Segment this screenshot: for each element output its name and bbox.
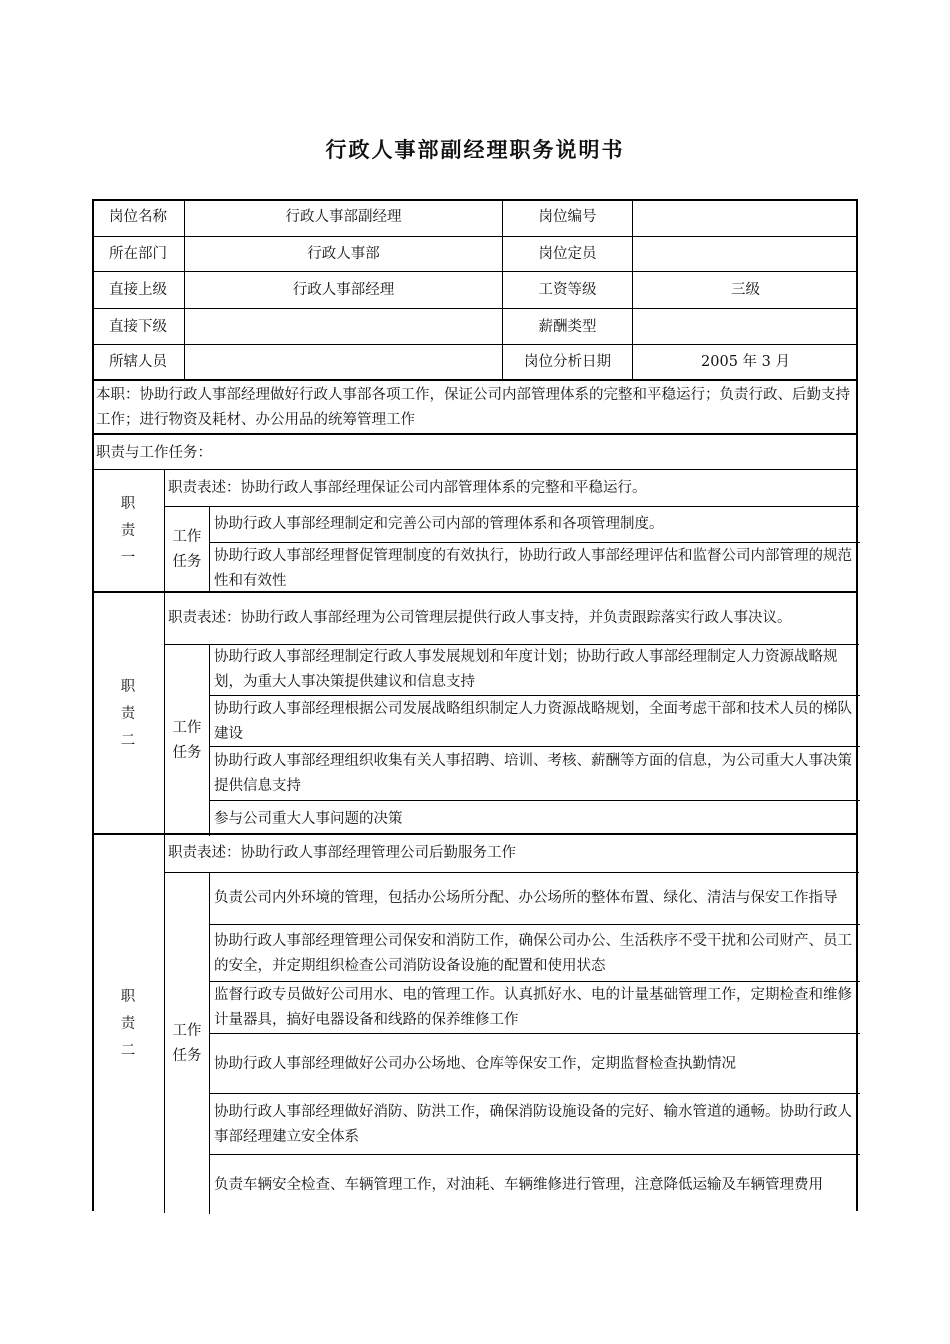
info-row-5 [92, 344, 858, 380]
label-department: 所在部门 [109, 246, 167, 262]
duty-3-task-label: 工作 任务 [172, 1022, 202, 1064]
info-row-4 [92, 308, 858, 345]
duty-2-label: 职 责 二 [120, 678, 136, 749]
value-salary-grade: 三级 [632, 272, 858, 309]
page-title: 行政人事部副经理职务说明书 [325, 137, 625, 162]
duty-3-task-2: 协助行政人事部经理管理公司保安和消防工作，确保公司办公、生活秩序不受干扰和公司财产、员工的安全，并定期组织检查公司消防设备设施的配置和使用状态 [214, 932, 852, 974]
duty-1-label: 职 责 一 [120, 495, 136, 566]
value-position-name: 行政人事部副经理 [184, 199, 502, 236]
duty-3-task-6: 负责车辆安全检查、车辆管理工作，对油耗、车辆维修进行管理，注意降低运输及车辆管理费用 [214, 1176, 823, 1193]
label-pay-type: 薪酬类型 [502, 309, 632, 345]
info-row-1 [92, 199, 858, 236]
summary-text: 本职：协助行政人事部经理做好行政人事部各项工作，保证公司内部管理体系的完整和平稳运行；负责行政、后勤支持工作；进行物资及耗材、办公用品的统筹管理工作 [96, 387, 850, 428]
duties-header: 职责与工作任务： [96, 444, 212, 461]
summary-row [92, 379, 858, 435]
duty-2-task-4: 参与公司重大人事问题的决策 [214, 810, 403, 827]
value-department: 行政人事部 [184, 237, 502, 272]
duty-2-task-3: 协助行政人事部经理组织收集有关人事招聘、培训、考核、薪酬等方面的信息，为公司重大人事决策提供信息支持 [214, 753, 852, 794]
duty-2-block [92, 591, 858, 835]
duties-header-row [92, 433, 858, 471]
label-salary-grade: 工资等级 [502, 272, 632, 309]
duty-2-task-2: 协助行政人事部经理根据公司发展战略组织制定人力资源战略规划，全面考虑干部和技术人员的梯队建设 [214, 700, 852, 742]
duty-1-task-1: 协助行政人事部经理制定和完善公司内部的管理体系和各项管理制度。 [214, 516, 664, 532]
value-supervisor: 行政人事部经理 [184, 272, 502, 309]
duty-1-block [92, 469, 858, 592]
duty-2-task-label: 工作 任务 [172, 719, 202, 761]
value-headcount [632, 237, 858, 272]
label-position-code: 岗位编号 [502, 199, 632, 236]
label-staff: 所辖人员 [109, 354, 167, 370]
value-pay-type [632, 309, 858, 345]
label-supervisor: 直接上级 [109, 282, 167, 298]
label-headcount: 岗位定员 [502, 237, 632, 272]
duty-1-task-label: 工作 任务 [172, 529, 202, 570]
duty-1-statement: 职责表述：协助行政人事部经理保证公司内部管理体系的完整和平稳运行。 [168, 479, 647, 496]
duty-3-block [92, 833, 858, 1213]
duty-3-label: 职 责 二 [120, 988, 136, 1059]
duty-1-task-2: 协助行政人事部经理督促管理制度的有效执行，协助行政人事部经理评估和监督公司内部管理的规范性和有效性 [214, 547, 852, 589]
label-position-name: 岗位名称 [109, 209, 167, 225]
duty-2-statement: 职责表述：协助行政人事部经理为公司管理层提供行政人事支持，并负责跟踪落实行政人事决议。 [168, 610, 792, 626]
duty-3-task-5: 协助行政人事部经理做好消防、防洪工作，确保消防设施设备的完好、输水管道的通畅。协助行政人事部经理建立安全体系 [214, 1103, 852, 1145]
duty-2-task-1: 协助行政人事部经理制定行政人事发展规划和年度计划；协助行政人事部经理制定人力资源战略规划，为重大人事决策提供建议和信息支持 [214, 649, 838, 690]
duty-3-statement: 职责表述：协助行政人事部经理管理公司后勤服务工作 [168, 845, 516, 861]
duty-3-task-4: 协助行政人事部经理做好公司办公场地、仓库等保安工作，定期监督检查执勤情况 [214, 1055, 736, 1072]
duty-3-task-1: 负责公司内外环境的管理，包括办公场所分配、办公场所的整体布置、绿化、清洁与保安工作指导 [214, 890, 838, 906]
value-subordinates [184, 309, 502, 345]
value-position-code [632, 199, 858, 236]
value-analysis-date: 2005 年 3 月 [632, 345, 858, 380]
label-subordinates: 直接下级 [109, 318, 167, 335]
info-row-2 [92, 236, 858, 272]
label-analysis-date: 岗位分析日期 [502, 345, 632, 380]
info-row-3 [92, 271, 858, 309]
duty-3-task-3: 监督行政专员做好公司用水、电的管理工作。认真抓好水、电的计量基础管理工作，定期检查和维修计量器具，搞好电器设备和线路的保养维修工作 [214, 987, 852, 1028]
value-staff [184, 345, 502, 380]
